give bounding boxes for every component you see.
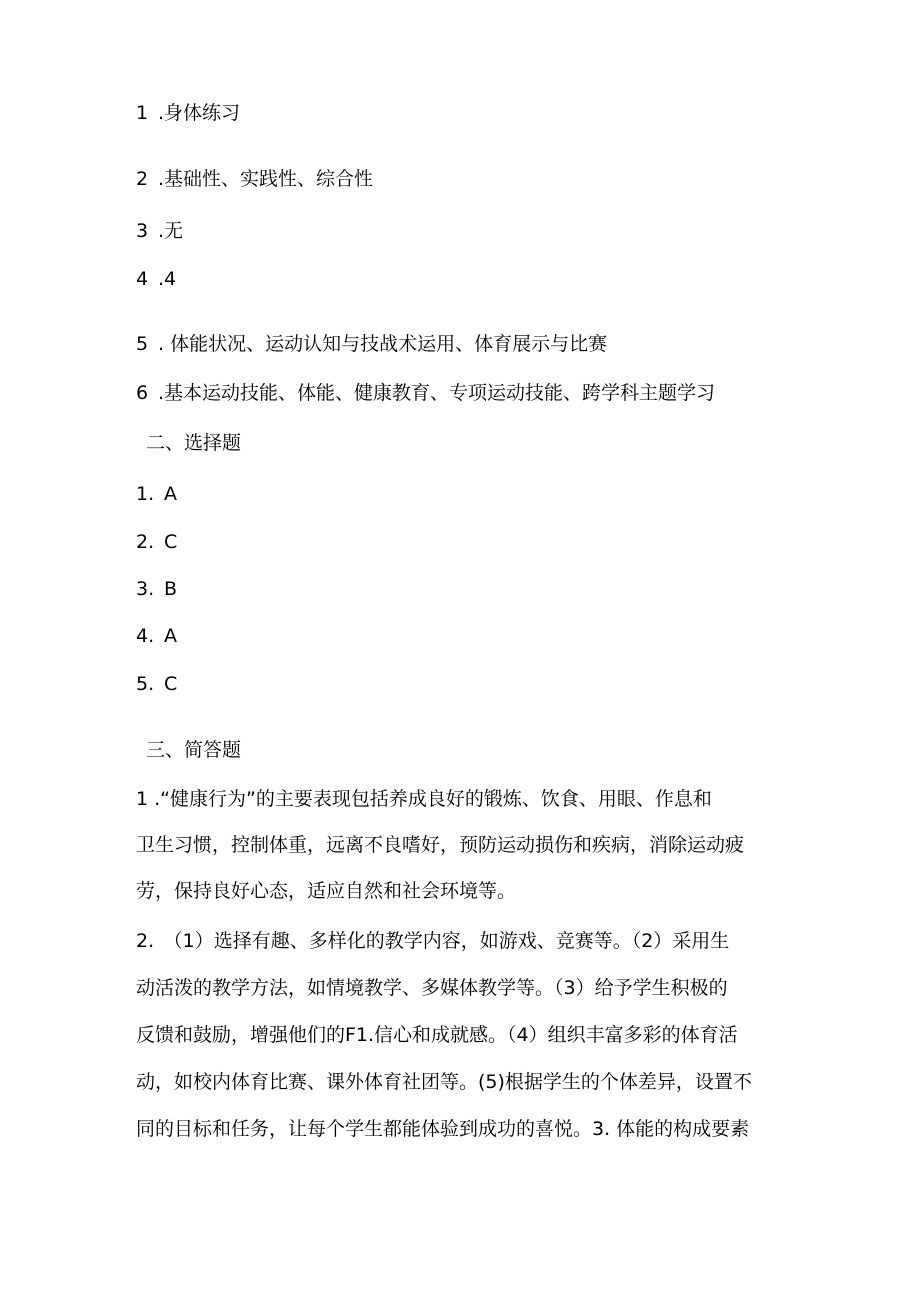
section-heading-short-answer: 三、简答题	[146, 739, 242, 761]
fill-answer-2	[136, 166, 373, 192]
item-number: 3.	[136, 578, 155, 600]
item-number: 5	[136, 333, 149, 355]
item-text: A	[164, 625, 177, 647]
fill-answer-6	[136, 380, 715, 406]
fill-answer-1	[136, 100, 240, 126]
fill-answer-4	[136, 266, 176, 292]
item-text: C	[164, 673, 178, 695]
paragraph-line: 动活泼的教学方法，如情境教学、多媒体教学等。（3）给予学生积极的	[136, 977, 728, 999]
choice-answer-1	[136, 481, 177, 507]
item-text: .身体练习	[158, 102, 241, 124]
item-number: 5.	[136, 673, 155, 695]
item-number: 4	[136, 268, 149, 290]
item-text: .无	[158, 220, 184, 242]
item-text: B	[164, 578, 178, 600]
item-text: . 体能状况、运动认知与技战术运用、体育展示与比赛	[158, 333, 608, 355]
item-number: 1	[136, 102, 149, 124]
item-text: C	[164, 531, 178, 553]
item-text: .4	[158, 268, 177, 290]
paragraph-line: 动，如校内体育比赛、课外体育社团等。(5)根据学生的个体差异，设置不	[136, 1071, 752, 1093]
paragraph-line: 2. （1）选择有趣、多样化的教学内容，如游戏、竞赛等。（2）采用生	[136, 930, 730, 952]
paragraph-line: 同的目标和任务，让每个学生都能体验到成功的喜悦。3. 体能的构成要素	[136, 1118, 750, 1140]
item-number: 1.	[136, 483, 155, 505]
choice-answer-2	[136, 529, 177, 555]
item-text: .基本运动技能、体能、健康教育、专项运动技能、跨学科主题学习	[158, 382, 716, 404]
item-text: A	[164, 483, 177, 505]
paragraph-line: 反馈和鼓励，增强他们的F1.信心和成就感。（4）组织丰富多彩的体育活	[136, 1024, 738, 1046]
short-answer-2	[136, 928, 786, 1188]
choice-answer-5	[136, 671, 177, 697]
item-number: 6	[136, 382, 149, 404]
item-number: 3	[136, 220, 149, 242]
item-number: 2.	[136, 531, 155, 553]
fill-answer-3	[136, 218, 183, 244]
item-text: .基础性、实践性、综合性	[158, 168, 374, 190]
choice-answer-3	[136, 576, 177, 602]
short-answer-1	[136, 786, 786, 916]
item-number: 2	[136, 168, 149, 190]
paragraph-line: 劳，保持良好心态，适应自然和社会环境等。	[136, 880, 517, 902]
item-number: 4.	[136, 625, 155, 647]
choice-answer-4	[136, 623, 177, 649]
paragraph-line: 1 .“健康行为”的主要表现包括养成良好的锻炼、饮食、用眼、作息和	[136, 788, 712, 810]
section-heading-choice: 二、选择题	[146, 432, 242, 454]
paragraph-line: 卫生习惯，控制体重，远离不良嗜好，预防运动损伤和疾病，消除运动疲	[136, 834, 745, 856]
fill-answer-5	[136, 331, 607, 357]
